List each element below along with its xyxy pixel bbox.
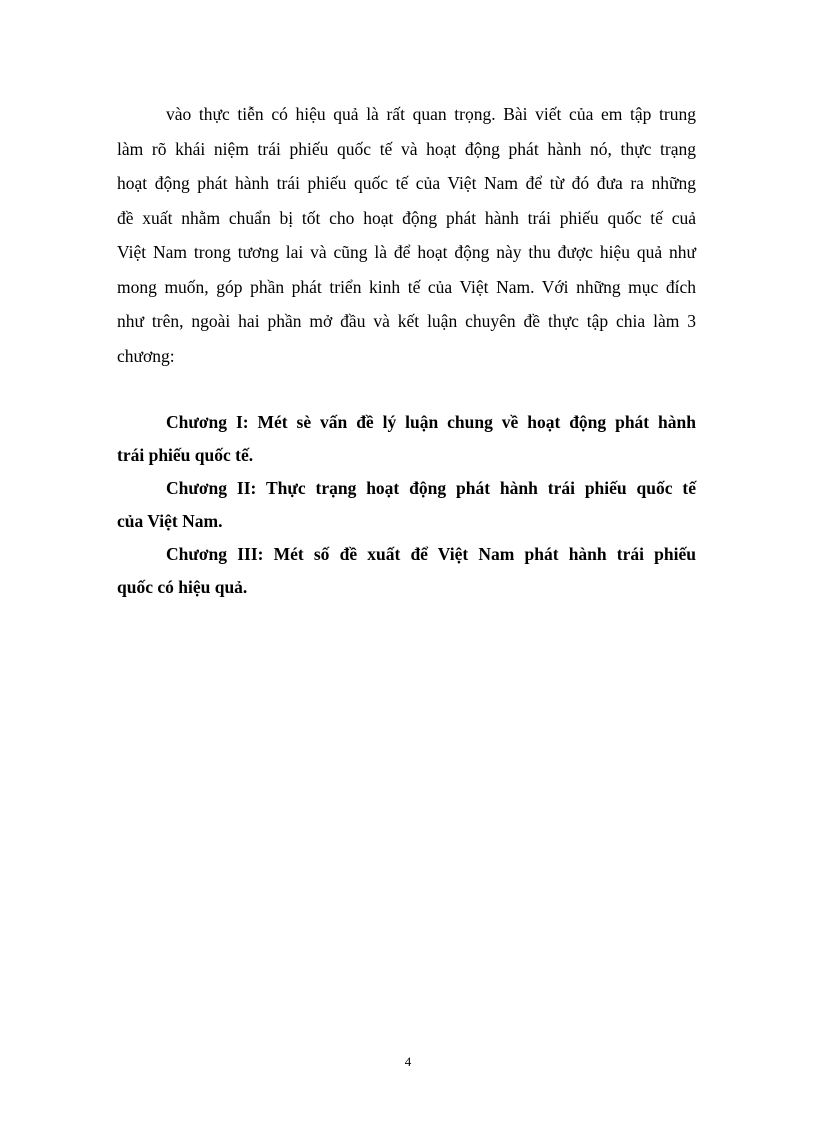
paragraph-line: hoạt động phát hành trái phiếu quốc tế của Việt Nam để từ đó đưa ra những	[117, 173, 696, 193]
page-number: 4	[404, 1054, 412, 1069]
chapter-2-title-line2: của Việt Nam.	[117, 511, 223, 531]
paragraph-line: làm rõ khái niệm trái phiếu quốc tế và hoạt động phát hành nó, thực trạng	[117, 138, 696, 159]
chapter-3-title-line2: quốc có hiệu quả.	[117, 577, 248, 597]
paragraph-line: mong muốn, góp phần phát triển kinh tế của Việt Nam. Với những mục đích	[117, 276, 696, 297]
paragraph-line: Việt Nam trong tương lai và cũng là để hoạt động này thu được hiệu quả như	[117, 242, 696, 262]
chapter-1-title-line2: trái phiếu quốc tế.	[117, 445, 254, 465]
paragraph-line: chương:	[117, 345, 175, 366]
paragraph-line: như trên, ngoài hai phần mở đầu và kết luận chuyên đề thực tập chia làm 3	[117, 311, 696, 331]
paragraph-line: đề xuất nhằm chuẩn bị tốt cho hoạt động phát hành trái phiếu quốc tế cuả	[117, 207, 696, 228]
intro-paragraph	[117, 97, 696, 373]
chapter-2-title-line1: Chương II: Thực trạng hoạt động phát hành trái phiếu quốc tế	[166, 478, 696, 498]
paragraph-line: vào thực tiễn có hiệu quả là rất quan trọng. Bài viết của em tập trung	[166, 104, 696, 124]
chapter-3-title-line1: Chương III: Mét số đề xuất để Việt Nam phát hành trái phiếu	[166, 544, 696, 564]
chapter-list	[117, 406, 696, 604]
chapter-1-title-line1: Chương I: Mét sè vấn đề lý luận chung về hoạt động phát hành	[166, 412, 696, 432]
